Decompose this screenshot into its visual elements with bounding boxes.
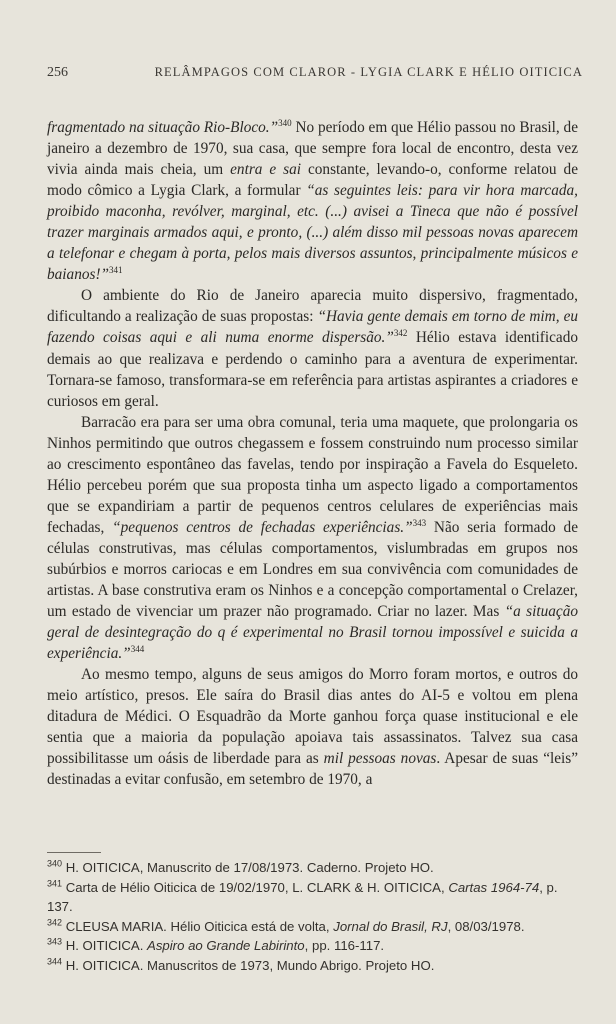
footnote-text: H. OITICICA. Manuscritos de 1973, Mundo Abrigo. Projeto HO. [62,957,435,973]
text-run: No período em que Hélio passou no Brasil, de janeiro a dezembro de 1970, sua casa, que sempre fora local de encontro, desta vez vivia ainda mais cheia, um [47,119,578,179]
running-head [47,65,583,81]
quote: “Havia gente demais em torno de mim, eu fazendo coisas aqui e ali numa enorme dispersão.” [47,308,579,347]
footnote-text: , 08/03/1978. [447,918,525,934]
footnote-title: Jornal do Brasil, RJ [333,918,448,934]
footnote-ref-341[interactable]: 341 [109,265,123,276]
footnote-342 [47,917,578,937]
emphasis: mil pessoas novas [323,750,437,768]
footnote-divider [47,852,101,853]
footnote-344 [47,956,578,976]
running-title: RELÂMPAGOS COM CLAROR - LYGIA CLARK E HÉLIO OITICICA [154,65,583,79]
footnote-text: CLEUSA MARIA. Hélio Oiticica está de volta, [62,918,334,934]
text-run: Ao mesmo tempo, alguns de seus amigos do Morro foram mortos, e outros do meio artístico, presos. Ele saíra do Brasil dias antes do AI-5 e voltou em plena ditadura de Médici. O Esquadrão da Morte ganhou força quase institucional e ele sentia que a maioria da população apoiava tais assassinatos. Talvez sua casa possibilitasse um oásis de liberdade para as [47,666,578,768]
footnote-text: H. OITICICA, Manuscrito de 17/08/1973. Caderno. Projeto HO. [62,860,434,875]
footnote-ref-340[interactable]: 340 [278,117,292,128]
footnote-number: 340 [47,858,63,869]
text-run: O ambiente do Rio de Janeiro aparecia muito dispersivo, fragmentado, dificultando a realização de suas propostas: [47,287,578,326]
footnote-number: 342 [47,917,63,928]
quote: fragmentado na situação Rio-Bloco.” [47,119,279,136]
footnote-ref-343[interactable]: 343 [412,517,427,528]
paragraph-3 [47,412,578,665]
footnote-ref-344[interactable]: 344 [130,644,145,655]
footnote-343 [47,936,578,956]
footnote-text: H. OITICICA. [62,938,148,954]
paragraph-1 [47,117,578,285]
quote: “pequenos centros de fechadas experiências.” [112,518,413,536]
footnote-number: 343 [47,936,63,947]
quote: “as seguintes leis: para vir hora marcada, proibido maconha, revólver, marginal, etc. (...) avisei a Tineca que não é possível trazer marginais armados aqui, e pronto, (...) além disso mil pessoas novas aparecem a telefonar e chegam à porta, pelos mais diversos assuntos, principalmente músicos e baianos!” [47,182,578,284]
emphasis: entra e sai [230,161,302,179]
footnote-text: , p. 137. [47,879,558,915]
text-run: . Apesar de suas “leis” destinadas a evitar confusão, em setembro de 1970, a [47,750,579,789]
page-number: 256 [47,65,68,80]
text-run: Não seria formado de células construtivas, mas células comportamentos, vislumbradas em grupos nos subúrbios e morros cariocas e em Londres em sua convivência com comunidades de artistas. A base construtiva eram os Ninhos e a concepção comportamental o Crelazer, um estado de vivenciar um prazer não programado. Criar no lazer. Mas [47,518,578,621]
text-run: constante, levando-o, conforme relatou de modo cômico a Lygia Clark, a formular [47,161,578,200]
footnote-title: Cartas 1964-74 [448,879,540,895]
footnote-number: 341 [47,878,63,889]
footnote-text: Carta de Hélio Oiticica de 19/02/1970, L. CLARK & H. OITICICA, [62,879,449,895]
body-text [47,117,578,791]
paragraph-2 [47,285,578,411]
text-run: Barracão era para ser uma obra comunal, teria uma maquete, que prolongaria os Ninhos permitindo que outros chegassem e fossem construindo num processo similar ao crescimento espontâneo das favelas, tendo por inspiração a Favela do Esqueleto. Hélio percebeu porém que sua proposta tinha um aspecto ligado a comportamentos que se expandiriam a partir de pequenos centros celulares de experiências mais fechadas, [47,413,578,536]
footnote-number: 344 [47,956,63,967]
footnote-title: Aspiro ao Grande Labirinto [147,938,305,954]
footnote-341 [47,878,578,917]
footnote-text: , pp. 116-117. [304,938,385,954]
footnotes [47,858,578,976]
footnote-340 [47,858,578,878]
paragraph-4 [47,664,578,790]
footnote-ref-342[interactable]: 342 [393,328,408,339]
quote: “a situação geral de desintegração do q é experimental no Brasil tornou impossível e suicida a experiência.” [47,603,578,663]
text-run: Hélio estava identificado demais ao que realizava e perdendo o caminho para a aventura de experimentar. Tornara-se famoso, transformara-se em referência para artistas aspirantes a criadores e curiosos em geral. [47,329,578,410]
